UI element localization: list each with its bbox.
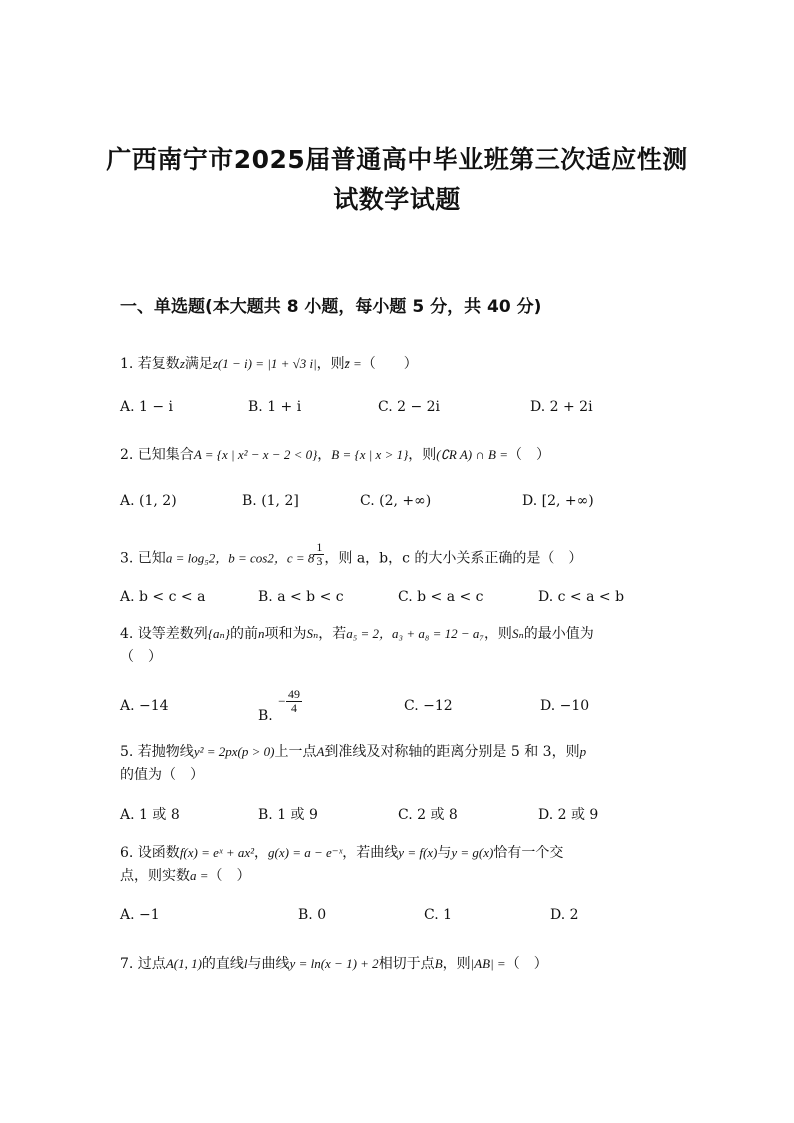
question-1-option-c: C. 2 − 2i (378, 399, 441, 415)
question-1-option-d: D. 2 + 2i (530, 399, 593, 415)
question-5-option-a: A. 1 或 8 (120, 807, 180, 823)
question-1-option-b: B. 1 + i (248, 399, 302, 415)
question-4-option-d: D. −10 (540, 698, 590, 714)
exam-title-line1: 广西南宁市2025届普通高中毕业班第三次适应性测 (106, 145, 688, 174)
question-5-stem-line2: 的值为（ ） (120, 767, 204, 783)
question-5-option-d: D. 2 或 9 (538, 807, 599, 823)
question-6-option-c: C. 1 (424, 907, 453, 923)
question-2-option-a: A. (1, 2) (120, 493, 177, 509)
question-6-stem: 6. 设函数f(x) = eˣ + ax²，g(x) = a − e⁻ˣ，若曲线y = f(x)与y = g(x)恰有一个交 (120, 845, 564, 861)
question-3-option-a: A. b < c < a (120, 589, 206, 605)
question-7-stem: 7. 过点A(1, 1)的直线l与曲线y = ln(x − 1) + 2相切于点B，则|AB| =（ ） (120, 956, 548, 972)
question-3-option-d: D. c < a < b (538, 589, 625, 605)
question-4-option-a: A. −14 (120, 698, 169, 714)
exponent-fraction: 1 3 (316, 540, 323, 568)
question-6-stem-line2: 点，则实数a =（ ） (120, 868, 251, 884)
question-2-option-d: D. [2, +∞) (522, 493, 594, 509)
question-3-option-b: B. a < b < c (258, 589, 344, 605)
question-4-stem-line2: （ ） (120, 649, 162, 665)
question-2-option-b: B. (1, 2] (242, 493, 299, 509)
question-2-option-c: C. (2, +∞) (360, 493, 432, 509)
option-b-fraction: $\frac{49}{4}$ (287, 687, 300, 715)
question-1-option-a: A. 1 − i (120, 399, 174, 415)
question-6-option-a: A. −1 (120, 907, 160, 923)
question-4-option-b: B. − $\frac{49}{4}$ (258, 687, 300, 724)
question-6-option-d: D. 2 (550, 907, 579, 923)
question-3-option-c: C. b < a < c (398, 589, 484, 605)
question-4-stem: 4. 设等差数列{aₙ}的前n项和为Sₙ，若a₅ = 2，a₃ + a₈ = 12 − a₇，则Sₙ的最小值为 (120, 626, 594, 642)
question-2-stem: 2. 已知集合A = {x | x² − x − 2 < 0}，B = {x | x > 1}，则(∁R A) ∩ B =（ ） (120, 447, 550, 463)
exam-title-line2: 试数学试题 (333, 185, 461, 214)
question-1-stem: 1. 若复数z满足z(1 − i) = |1 + √3 i|，则z̄ =（ ） (120, 356, 418, 372)
question-5-option-c: C. 2 或 8 (398, 807, 458, 823)
question-4-option-c: C. −12 (404, 698, 453, 714)
question-5-option-b: B. 1 或 9 (258, 807, 318, 823)
section-heading: 一、单选题(本大题共 8 小题，每小题 5 分，共 40 分) (120, 297, 542, 317)
question-6-option-b: B. 0 (298, 907, 327, 923)
question-5-stem: 5. 若抛物线y² = 2px(p > 0)上一点A到准线及对称轴的距离分别是 5 和 3，则p (120, 744, 587, 760)
question-3-stem: 3. 已知a = log₅2，b = cos2，c = 8 $^{\frac{1}{3}}$ ，则 a，b，c 的大小关系正确的是（ ） (120, 540, 583, 568)
